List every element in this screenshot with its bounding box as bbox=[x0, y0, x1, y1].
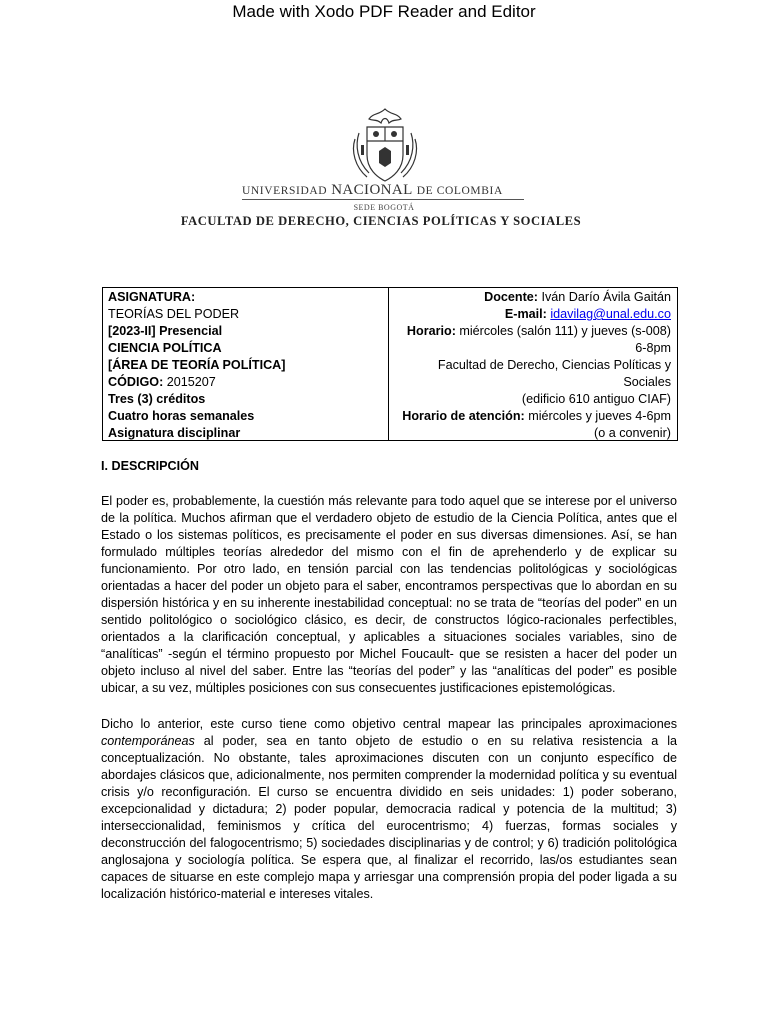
paragraph-2-italic: contemporáneas bbox=[101, 734, 195, 748]
horario-time: 6-8pm bbox=[635, 341, 671, 355]
atencion-note: (o a convenir) bbox=[594, 426, 671, 440]
atencion-value: miércoles y jueves 4-6pm bbox=[524, 409, 671, 423]
section-title-descripcion: I. DESCRIPCIÓN bbox=[101, 459, 199, 473]
header-divider bbox=[242, 199, 524, 200]
course-program: CIENCIA POLÍTICA bbox=[108, 341, 222, 355]
paragraph-2-start: Dicho lo anterior, este curso tiene como objetivo central mapear las principales aproximaciones bbox=[101, 717, 677, 731]
docente-line bbox=[393, 289, 671, 306]
atencion-line bbox=[393, 408, 671, 425]
course-period: [2023-II] Presencial bbox=[108, 324, 223, 338]
course-details-cell bbox=[103, 288, 389, 440]
email-line bbox=[393, 306, 671, 323]
horario-label: Horario: bbox=[406, 324, 456, 338]
course-code-label: CÓDIGO: bbox=[108, 375, 164, 389]
xodo-banner: Made with Xodo PDF Reader and Editor bbox=[232, 2, 536, 21]
description-paragraph-1: El poder es, probablemente, la cuestión más relevante para todo aquel que se interese por el universo de la política. Muchos afirman que el verdadero objeto de estudio de la Ciencia Política, antes que el Estado o los sistemas políticos, es precisamente el poder en sus diversas dimensiones. Así, se han formulado múltiples teorías alrededor del mismo con el fin de aprehenderlo y de explicar su funcionamiento. Por otro lado, en tensión parcial con las tendencias politológicas y sociológicas orientadas a hacer del poder un objeto para el saber, encontramos perspectivas que lo abordan en su dispersión histórica y en su inherente inestabilidad conceptual: no se trata de “teorías del poder” en un sentido politológico o sociológico clásico, es decir, de constructos lógico-racionales perfectibles, orientados a la clarificación conceptual, y aplicables a situaciones sociales variables, sino de “analíticas” -según el término propuesto por Michel Foucault- que se resisten a hacer del poder un objeto incluso al nivel del saber. Entre las “teorías del poder” y las “analíticas del poder” es posible ubicar, a su vez, múltiples posiciones con sus consecuentes justificaciones epistemológicas. bbox=[101, 494, 677, 695]
university-name: UNIVERSIDAD NACIONAL DE COLOMBIA bbox=[242, 182, 503, 198]
email-link[interactable]: idavilag@unal.edu.co bbox=[550, 307, 671, 321]
description-paragraph-2 bbox=[101, 716, 677, 903]
course-code: 2015207 bbox=[163, 375, 216, 389]
course-name: TEORÍAS DEL PODER bbox=[108, 307, 240, 321]
course-credits: Tres (3) créditos bbox=[108, 392, 206, 406]
university-crest-logo bbox=[349, 105, 421, 187]
faculty-title: FACULTAD DE DERECHO, CIENCIAS POLÍTICAS Y SOCIALES bbox=[180, 214, 582, 228]
course-code-line bbox=[108, 374, 384, 391]
docente-name: Iván Darío Ávila Gaitán bbox=[538, 290, 671, 304]
docente-label: Docente: bbox=[484, 290, 538, 304]
horario-line bbox=[393, 323, 671, 340]
atencion-label: Horario de atención: bbox=[402, 409, 525, 423]
email-label: E-mail: bbox=[504, 307, 547, 321]
paragraph-2-rest: al poder, sea en tanto objeto de estudio o en su relativa resistencia a la conceptualización. No obstante, tales aproximaciones discuten con un conjunto específico de abordajes clásicos que, adicionalmente, nos permiten comprender la modernidad política y su eventual crisis y/o reconfiguración. El curso se encuentra dividido en seis unidades: 1) poder soberano, excepcionalidad y dictadura; 2) poder popular, democracia radical y potencia de la multitud; 3) interseccionalidad, feminismos y crítica del eurocentrismo; 4) fuerzas, formas sociales y deconstrucción del falogocentrismo; 5) sociedades disciplinarias y de control; y 6) tradición politológica anglosajona y sociología política. Se espera que, al finalizar el recorrido, las/os estudiantes sean capaces de situarse en este complejo mapa y arriesgar una comprensión propia del poder ligada a su localización histórico-material e intereses vitales. bbox=[101, 734, 677, 901]
course-area: [ÁREA DE TEORÍA POLÍTICA] bbox=[108, 358, 286, 372]
course-info-table bbox=[102, 287, 678, 441]
location-line-2: (edificio 610 antiguo CIAF) bbox=[521, 392, 671, 406]
horario-value: miércoles (salón 111) y jueves (s-008) bbox=[455, 324, 671, 338]
course-label: ASIGNATURA: bbox=[108, 290, 196, 304]
teacher-details-cell bbox=[389, 288, 677, 440]
course-type: Asignatura disciplinar bbox=[108, 426, 241, 440]
location-line-1: Facultad de Derecho, Ciencias Políticas y Sociales bbox=[437, 358, 671, 389]
course-hours: Cuatro horas semanales bbox=[108, 409, 255, 423]
sede-label: SEDE BOGOTÁ bbox=[353, 203, 415, 212]
